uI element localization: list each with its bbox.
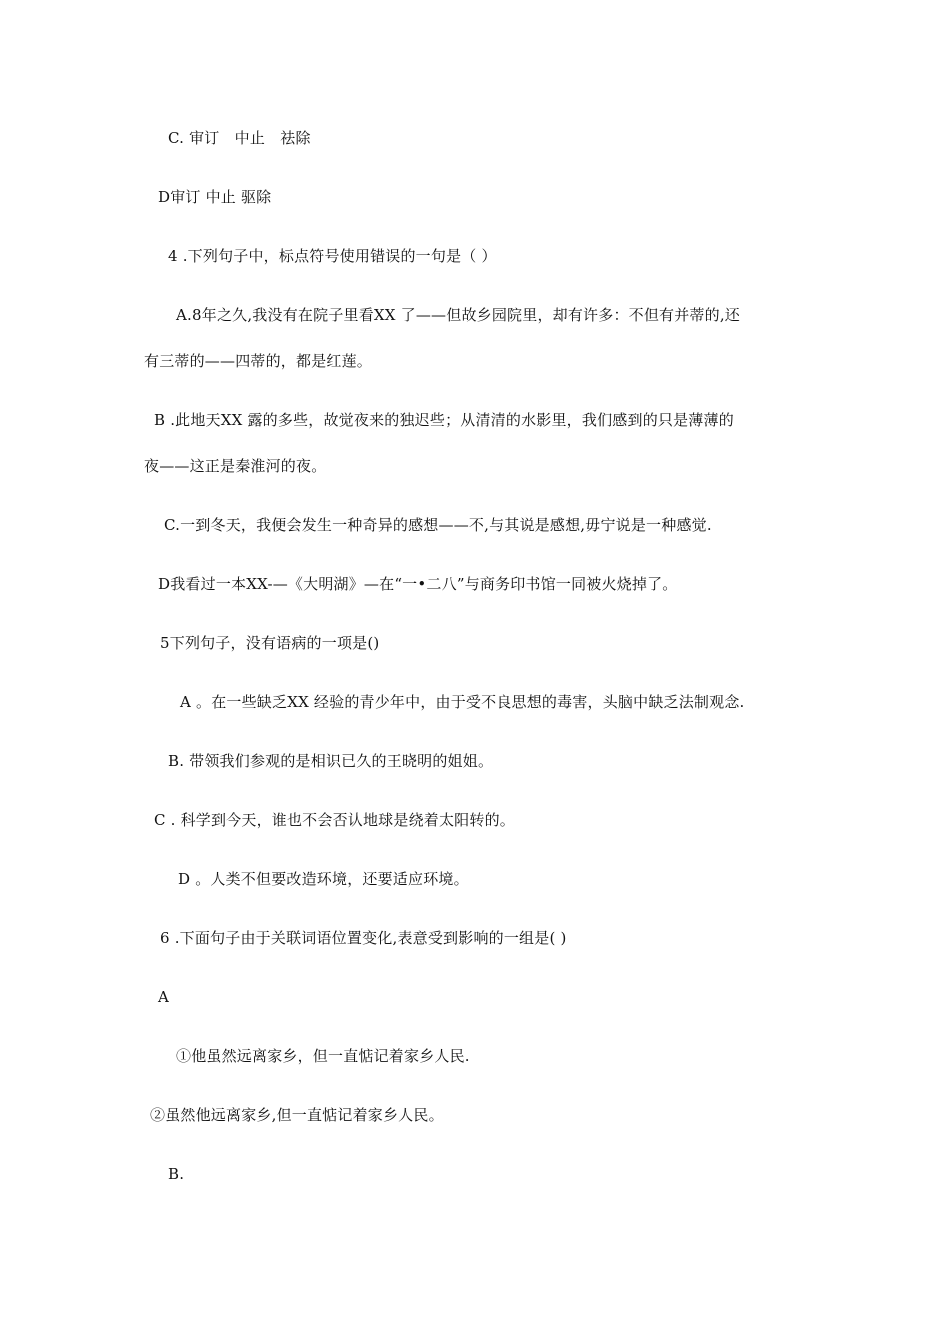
question-6: 6 .下面句子由于关联词语位置变化,表意受到影响的一组是( ) xyxy=(160,929,567,947)
option-a-q5: A 。在一些缺乏XX 经验的青少年中，由于受不良思想的毒害，头脑中缺乏法制观念. xyxy=(180,693,745,711)
option-c-q4: C.一到冬天，我便会发生一种奇异的感想——不,与其说是感想,毋宁说是一种感觉. xyxy=(164,516,712,534)
option-c-q3: C. 审订 中止 祛除 xyxy=(168,129,311,147)
option-c-q5: C . 科学到今天，谁也不会否认地球是绕着太阳转的。 xyxy=(154,811,515,829)
option-a-q4-line2: 有三蒂的——四蒂的，都是红莲。 xyxy=(144,352,373,370)
option-d-q3: D审订 中止 驱除 xyxy=(158,188,272,206)
option-b-q4-line2: 夜——这正是秦淮河的夜。 xyxy=(144,457,327,475)
option-a-q4-line1: A.8年之久,我没有在院子里看XX 了——但故乡园院里，却有许多：不但有并蒂的,还 xyxy=(176,306,741,324)
option-a-q6-sentence1: ①他虽然远离家乡，但一直惦记着家乡人民. xyxy=(176,1047,470,1065)
option-b-q4-line1: B .此地天XX 露的多些，故觉夜来的独迟些；从清清的水影里，我们感到的只是薄薄的 xyxy=(154,411,734,429)
question-4: 4 .下列句子中，标点符号使用错误的一句是（ ） xyxy=(168,247,497,265)
question-5: 5下列句子，没有语病的一项是() xyxy=(160,634,380,652)
option-a-q6-label: A xyxy=(158,988,170,1006)
option-a-q6-sentence2: ②虽然他远离家乡,但一直惦记着家乡人民。 xyxy=(150,1106,444,1124)
option-d-q5: D 。人类不但要改造环境，还要适应环境。 xyxy=(178,870,469,888)
option-b-q6-label: B. xyxy=(168,1165,185,1183)
option-b-q5: B. 带领我们参观的是相识已久的王晓明的姐姐。 xyxy=(168,752,494,770)
option-d-q4: D我看过一本XX-—《大明湖》—在“一•二八”与商务印书馆一同被火烧掉了。 xyxy=(158,575,678,593)
